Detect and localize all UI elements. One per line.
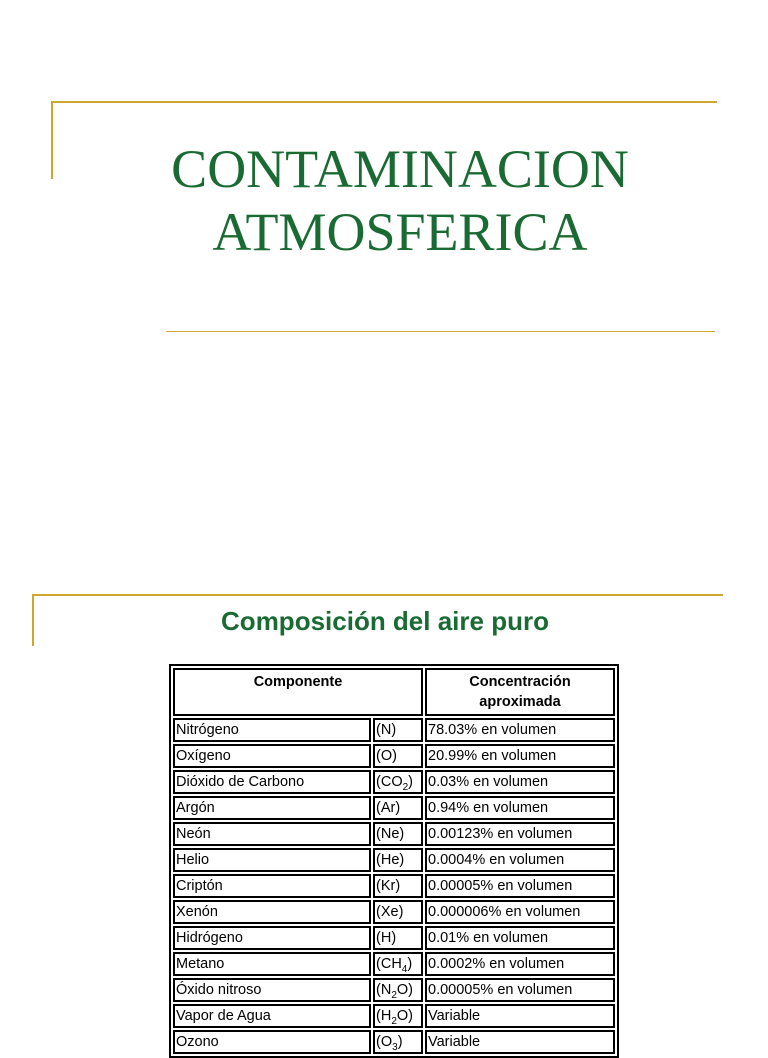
composition-slide bbox=[0, 580, 768, 1053]
symbol-text: He bbox=[380, 852, 400, 868]
header-concentration-line2: aproximada bbox=[479, 694, 561, 710]
table-row bbox=[173, 900, 615, 924]
component-name: Criptón bbox=[173, 874, 371, 898]
component-symbol: (H) bbox=[373, 926, 423, 950]
table-header-row bbox=[173, 668, 615, 716]
symbol-text: N bbox=[380, 722, 392, 738]
symbol-text: O bbox=[380, 1034, 393, 1050]
component-symbol: $(H_2O)$ bbox=[373, 1004, 423, 1028]
decorative-line-top bbox=[32, 594, 723, 596]
component-concentration: 0.03% en volumen bbox=[425, 770, 615, 794]
symbol-text: N bbox=[380, 982, 392, 998]
header-component: Componente bbox=[173, 668, 423, 716]
component-concentration: 0.000006% en volumen bbox=[425, 900, 615, 924]
component-name: Dióxido de Carbono bbox=[173, 770, 371, 794]
component-concentration: 20.99% en volumen bbox=[425, 744, 615, 768]
table-row bbox=[173, 952, 615, 976]
table-body bbox=[173, 718, 615, 1054]
table-row bbox=[173, 978, 615, 1002]
symbol-text: Xe bbox=[380, 904, 399, 920]
table-row bbox=[173, 822, 615, 846]
component-name: Metano bbox=[173, 952, 371, 976]
component-concentration: Variable bbox=[425, 1030, 615, 1054]
symbol-suffix: O bbox=[396, 1008, 409, 1024]
table-row bbox=[173, 718, 615, 742]
component-symbol: (Ne) bbox=[373, 822, 423, 846]
component-symbol: $(O_3)$ bbox=[373, 1030, 423, 1054]
decorative-line-bottom bbox=[166, 331, 715, 332]
component-symbol: (O) bbox=[373, 744, 423, 768]
component-concentration: 78.03% en volumen bbox=[425, 718, 615, 742]
decorative-line-top bbox=[51, 101, 717, 103]
symbol-subscript: 2 bbox=[402, 781, 409, 793]
composition-table bbox=[169, 664, 619, 1058]
slide-title bbox=[150, 138, 650, 264]
component-name: Argón bbox=[173, 796, 371, 820]
component-name: Nitrógeno bbox=[173, 718, 371, 742]
component-symbol: (Xe) bbox=[373, 900, 423, 924]
component-symbol: (Ar) bbox=[373, 796, 423, 820]
symbol-subscript: 4 bbox=[401, 963, 408, 975]
component-symbol: $(CO_2)$ bbox=[373, 770, 423, 794]
symbol-text: CH bbox=[380, 956, 402, 972]
symbol-text: Ar bbox=[380, 800, 396, 816]
component-concentration: 0.0002% en volumen bbox=[425, 952, 615, 976]
component-concentration: 0.01% en volumen bbox=[425, 926, 615, 950]
component-symbol: (Kr) bbox=[373, 874, 423, 898]
table-row bbox=[173, 744, 615, 768]
symbol-subscript: 2 bbox=[391, 1015, 397, 1027]
table-row bbox=[173, 874, 615, 898]
component-name: Helio bbox=[173, 848, 371, 872]
component-concentration: Variable bbox=[425, 1004, 615, 1028]
symbol-text: H bbox=[380, 930, 392, 946]
component-concentration: 0.00005% en volumen bbox=[425, 874, 615, 898]
component-name: Hidrógeno bbox=[173, 926, 371, 950]
component-name: Óxido nitroso bbox=[173, 978, 371, 1002]
symbol-subscript: 2 bbox=[391, 989, 397, 1001]
table-row bbox=[173, 796, 615, 820]
slide-title-line1: CONTAMINACION bbox=[171, 139, 629, 199]
component-name: Vapor de Agua bbox=[173, 1004, 371, 1028]
table-row bbox=[173, 926, 615, 950]
component-symbol: (He) bbox=[373, 848, 423, 872]
component-name: Neón bbox=[173, 822, 371, 846]
component-name: Xenón bbox=[173, 900, 371, 924]
component-name: Ozono bbox=[173, 1030, 371, 1054]
symbol-text: CO bbox=[380, 774, 403, 790]
symbol-text: H bbox=[380, 1008, 392, 1024]
slide-title-line2: ATMOSFERICA bbox=[212, 202, 588, 262]
symbol-subscript: 3 bbox=[392, 1041, 398, 1053]
component-name: Oxígeno bbox=[173, 744, 371, 768]
component-symbol: $(N_2O)$ bbox=[373, 978, 423, 1002]
component-concentration: 0.00123% en volumen bbox=[425, 822, 615, 846]
component-symbol: $(CH_4)$ bbox=[373, 952, 423, 976]
decorative-line-left bbox=[32, 594, 34, 646]
symbol-text: O bbox=[380, 748, 393, 764]
table-row bbox=[173, 848, 615, 872]
component-symbol: (N) bbox=[373, 718, 423, 742]
component-concentration: 0.94% en volumen bbox=[425, 796, 615, 820]
symbol-suffix: O bbox=[396, 982, 409, 998]
header-concentration-line1: Concentración bbox=[469, 674, 571, 690]
table-row bbox=[173, 1030, 615, 1054]
symbol-text: Ne bbox=[380, 826, 400, 842]
table-row bbox=[173, 1004, 615, 1028]
component-concentration: 0.0004% en volumen bbox=[425, 848, 615, 872]
component-concentration: 0.00005% en volumen bbox=[425, 978, 615, 1002]
symbol-text: Kr bbox=[380, 878, 396, 894]
slide-heading: Composición del aire puro bbox=[221, 606, 549, 636]
table-row bbox=[173, 770, 615, 794]
decorative-line-left bbox=[51, 101, 53, 179]
header-concentration bbox=[425, 668, 615, 716]
